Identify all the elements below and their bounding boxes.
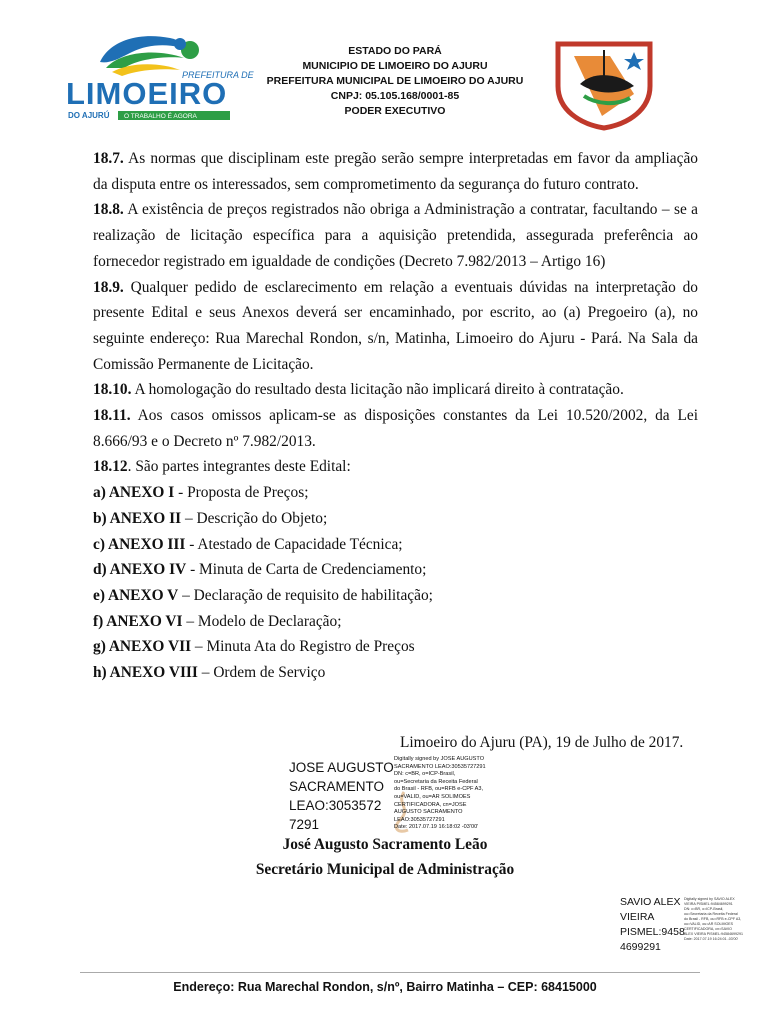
annex-item: g) ANEXO VII – Minuta Ata do Registro de Preços (93, 638, 415, 656)
annex-item: f) ANEXO VI – Modelo de Declaração; (93, 612, 342, 630)
logo-top-text: PREFEITURA DE (182, 70, 254, 80)
annex-item: c) ANEXO III - Atestado de Capacidade Técnica; (93, 535, 403, 553)
logo-main-text: LIMOEIRO (66, 76, 228, 111)
header-line-municipality: MUNICIPIO DE LIMOEIRO DO AJURU (302, 60, 488, 72)
header-line-prefeitura: PREFEITURA MUNICIPAL DE LIMOEIRO DO AJURU (266, 75, 524, 87)
prefeitura-limoeiro-logo (60, 22, 254, 130)
header-line-cnpj: CNPJ: 05.105.168/0001-85 (330, 90, 460, 102)
second-signature-name: SAVIO ALEX VIEIRA PISMEL:9458 4699291 (620, 896, 685, 953)
clause-18-12: 18.12. São partes integrantes deste Edital: (93, 458, 351, 476)
header-line-poder: PODER EXECUTIVO (344, 105, 446, 117)
clause-18-8: 18.8. A existência de preços registrados não obriga a Administração a contratar, facultando – se a realização de licitação específica para a aquisição pretendida, assegurada preferência ao fornecedor registrado em igualdade de condições (Decreto 7.982/2013 – Artigo 16) (93, 201, 698, 270)
digital-signature-details: Digitally signed by JOSE AUGUSTO SACRAMENTO LEAO:30535727291 DN: c=BR, o=ICP-Brasil, ou=Secretaria da Receita Federal do Brasil - RFB, ou=RFB e-CPF A3, ou=VALID, ou=AR SOLIMOES CERTIFICADORA, cn=JOSE AUGUSTO SACRAMENTO LEAO:30535727291 Date: 2017.07.19 16:18:02 -03'00' (394, 756, 486, 831)
digital-signature-name: JOSE AUGUSTO SACRAMENTO LEAO:3053572 7291 (289, 760, 394, 832)
logo-sub-left: DO AJURÚ (68, 111, 110, 120)
logo-sub-right: O TRABALHO É AGORA (124, 113, 197, 120)
signer-title: Secretário Municipal de Administração (255, 861, 515, 878)
document-date: Limoeiro do Ajuru (PA), 19 de Julho de 2017. (400, 734, 684, 751)
footer-divider (80, 972, 700, 973)
clause-18-9: 18.9. Qualquer pedido de esclarecimento em relação a eventuais dúvidas na interpretação do presente Edital e seus Anexos deverá ser encaminhado, por escrito, ao (a) Pregoeiro (a), no seguinte endereço: Rua Marechal Rondon, s/n, Matinha, Limoeiro do Ajuru - Pará. Na Sala da Comissão Permanente de Licitação. (93, 278, 698, 373)
annex-item: b) ANEXO II – Descrição do Objeto; (93, 509, 328, 527)
clause-18-10: 18.10. A homologação do resultado desta licitação não implicará direito à contratação. (93, 381, 624, 399)
header-line-state: ESTADO DO PARÁ (348, 45, 442, 57)
signer-name: José Augusto Sacramento Leão (282, 836, 488, 853)
annex-item: h) ANEXO VIII – Ordem de Serviço (93, 664, 326, 682)
footer-address: Endereço: Rua Marechal Rondon, s/nº, Bairro Matinha – CEP: 68415000 (173, 980, 597, 994)
annex-item: e) ANEXO V – Declaração de requisito de habilitação; (93, 586, 433, 604)
annex-item: a) ANEXO I - Proposta de Preços; (93, 484, 309, 502)
municipal-coat-of-arms-icon (550, 34, 658, 130)
clause-18-11: 18.11. Aos casos omissos aplicam-se as disposições constantes da Lei 10.520/2002, da Lei 8.666/93 e o Decreto nº 7.982/2013. (93, 407, 698, 450)
clause-18-7: 18.7. As normas que disciplinam este pregão serão sempre interpretadas em favor da ampliação da disputa entre os interessados, sem comprometimento da segurança do futuro contrato. (93, 150, 698, 193)
page-header (0, 0, 770, 140)
second-signature-details: Digitally signed by SAVIO ALEX VIEIRA PISMEL:94584699291 DN: c=BR, o=ICP-Brasil, ou=Secretaria da Receita Federal do Brasil - RFB, ou=RFB e-CPF A3, ou=VALID, ou=AR SOLIMOES CERTIFICADORA, cn=SAVIO ALEX VIEIRA PISMEL:94584699291 Date: 2017.07.19 16:24:01 -03'00' (684, 897, 743, 941)
header-text (230, 44, 560, 119)
annex-item: d) ANEXO IV - Minuta de Carta de Credenciamento; (93, 561, 427, 579)
document-body (93, 146, 698, 686)
